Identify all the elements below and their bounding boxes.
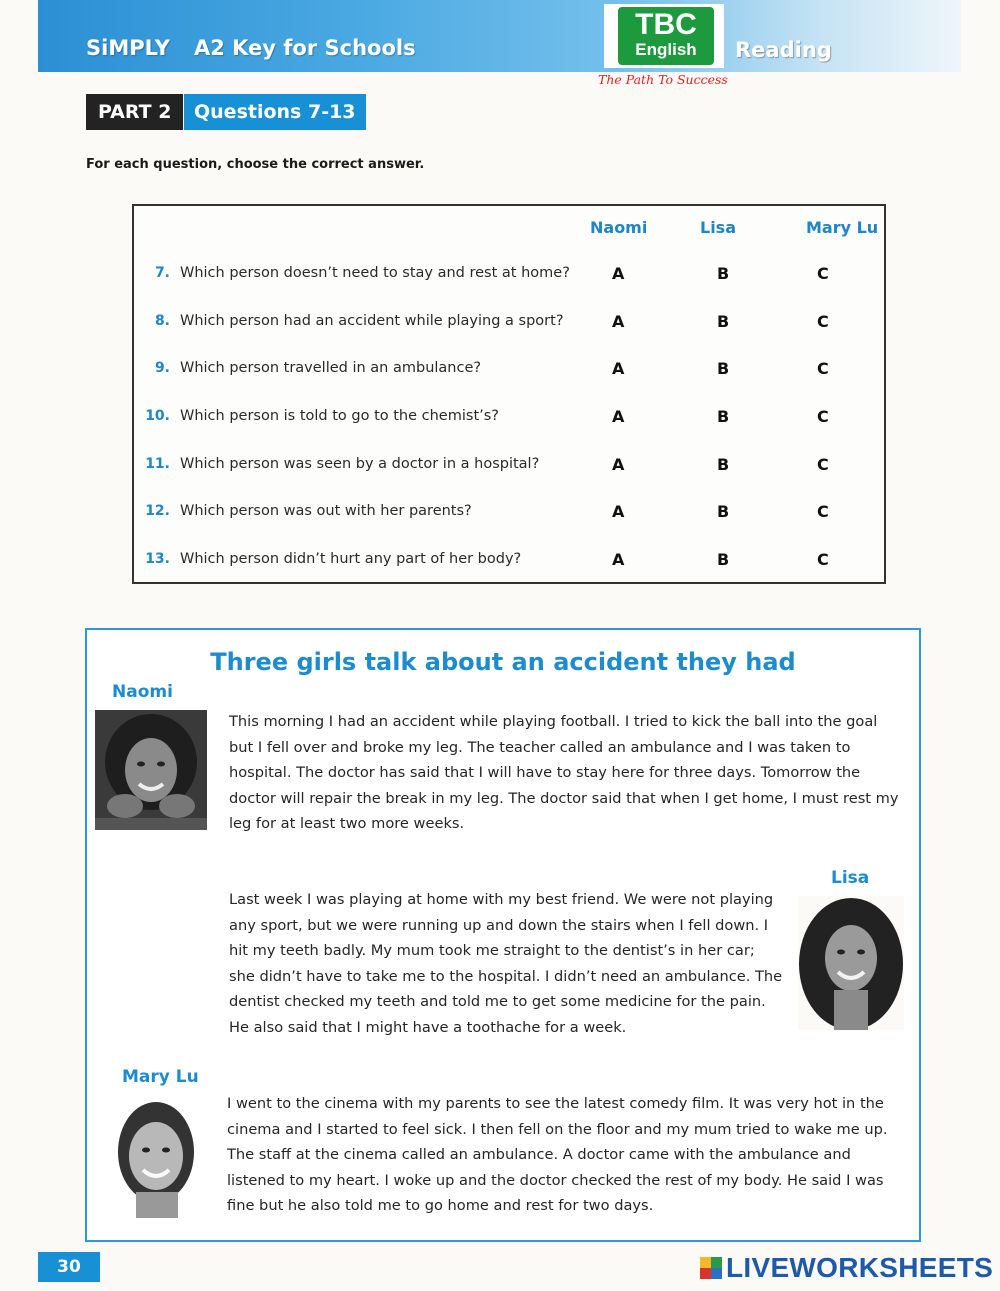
option-a[interactable]: A xyxy=(612,502,625,521)
question-row xyxy=(134,497,884,527)
lisa-text: Last week I was playing at home with my best friend. We were not playing any sport, but we were running up and down the stairs when I fell down. I hit my teeth badly. My mum took me straight to the dentist’s in her car; she didn’t have to take me to the hospital. I didn’t need an ambulance. The dentist checked my teeth and told me to get some medicine for the pain. He also said that I might have a toothache for a week. xyxy=(229,891,783,1036)
question-text: Which person was out with her parents? xyxy=(180,503,472,519)
reading-title: Three girls talk about an accident they had xyxy=(210,648,796,676)
mary-lu-text: I went to the cinema with my parents to see the latest comedy film. It was very hot in the cinema and I started to feel sick. I then fell on the floor and my mum tried to wake me up. The staff at the cinema called an ambulance. A doctor came with the ambulance and listened to my heart. I woke up and the doctor checked the rest of my body. He said I was fine but he also told me to go home and rest for two days. xyxy=(227,1095,888,1214)
option-a[interactable]: A xyxy=(612,407,625,426)
option-a[interactable]: A xyxy=(612,550,625,569)
option-b[interactable]: B xyxy=(717,550,730,569)
book-title xyxy=(86,36,416,60)
logo-top-text: TBC xyxy=(635,8,697,41)
question-table xyxy=(132,204,886,584)
liveworksheets-text: LIVEWORKSHEETS xyxy=(726,1252,994,1283)
liveworksheets-icon xyxy=(700,1257,722,1279)
option-c[interactable]: C xyxy=(817,312,829,331)
question-row xyxy=(134,545,884,575)
question-row xyxy=(134,450,884,480)
question-number: 9. xyxy=(154,360,170,376)
option-b[interactable]: B xyxy=(717,312,730,331)
naomi-photo xyxy=(95,710,207,830)
mary-lu-portrait-icon xyxy=(104,1094,212,1218)
lisa-name: Lisa xyxy=(831,868,870,888)
option-c[interactable]: C xyxy=(817,502,829,521)
lisa-portrait-icon xyxy=(798,896,904,1030)
book-name: A2 Key for Schools xyxy=(193,36,416,60)
option-c[interactable]: C xyxy=(817,550,829,569)
question-text: Which person was seen by a doctor in a hospital? xyxy=(180,456,540,472)
mary-lu-photo xyxy=(104,1094,212,1218)
column-header-lisa: Lisa xyxy=(700,218,736,237)
question-row xyxy=(134,307,884,337)
logo-tagline: The Path To Success xyxy=(598,72,728,87)
logo-bottom-text: English xyxy=(635,40,697,59)
part-label: PART 2 xyxy=(86,94,183,130)
option-b[interactable]: B xyxy=(717,264,730,283)
option-b[interactable]: B xyxy=(717,455,730,474)
instruction-text: For each question, choose the correct answer. xyxy=(86,157,425,172)
question-number: 7. xyxy=(154,265,170,281)
question-row xyxy=(134,259,884,289)
tbc-english-logo xyxy=(618,7,714,65)
question-row xyxy=(134,402,884,432)
series-name: SiMPLY xyxy=(86,36,170,60)
question-number: 13. xyxy=(145,551,170,567)
question-text: Which person doesn’t need to stay and rest at home? xyxy=(180,265,570,281)
option-b[interactable]: B xyxy=(717,407,730,426)
naomi-name: Naomi xyxy=(112,682,173,702)
column-header-mary-lu: Mary Lu xyxy=(806,218,879,237)
option-b[interactable]: B xyxy=(717,502,730,521)
question-text: Which person didn’t hurt any part of her body? xyxy=(180,551,522,567)
part-questions: Questions 7-13 xyxy=(184,94,366,130)
lisa-photo xyxy=(798,896,904,1030)
liveworksheets-logo xyxy=(700,1253,993,1283)
page-number: 30 xyxy=(38,1252,100,1282)
option-a[interactable]: A xyxy=(612,359,625,378)
question-text: Which person travelled in an ambulance? xyxy=(180,360,482,376)
naomi-text: This morning I had an accident while playing football. I tried to kick the ball into the goal but I fell over and broke my leg. The teacher called an ambulance and I was taken to hospital. The doctor has said that I will have to stay here for three days. Tomorrow the doctor will repair the break in my leg. The doctor said that when I get home, I must rest my leg for at least two more weeks. xyxy=(229,713,899,832)
question-number: 12. xyxy=(145,503,170,519)
option-a[interactable]: A xyxy=(612,455,625,474)
question-number: 10. xyxy=(145,408,170,424)
option-c[interactable]: C xyxy=(817,359,829,378)
option-c[interactable]: C xyxy=(817,407,829,426)
question-text: Which person had an accident while playing a sport? xyxy=(180,313,564,329)
question-number: 11. xyxy=(145,456,170,472)
mary-lu-name: Mary Lu xyxy=(122,1067,199,1087)
column-header-naomi: Naomi xyxy=(590,218,648,237)
option-a[interactable]: A xyxy=(612,312,625,331)
option-c[interactable]: C xyxy=(817,264,829,283)
question-row xyxy=(134,354,884,384)
option-b[interactable]: B xyxy=(717,359,730,378)
section-title: Reading xyxy=(735,38,832,62)
option-a[interactable]: A xyxy=(612,264,625,283)
question-text: Which person is told to go to the chemist’s? xyxy=(180,408,499,424)
naomi-portrait-icon xyxy=(95,710,207,830)
option-c[interactable]: C xyxy=(817,455,829,474)
question-number: 8. xyxy=(154,313,170,329)
